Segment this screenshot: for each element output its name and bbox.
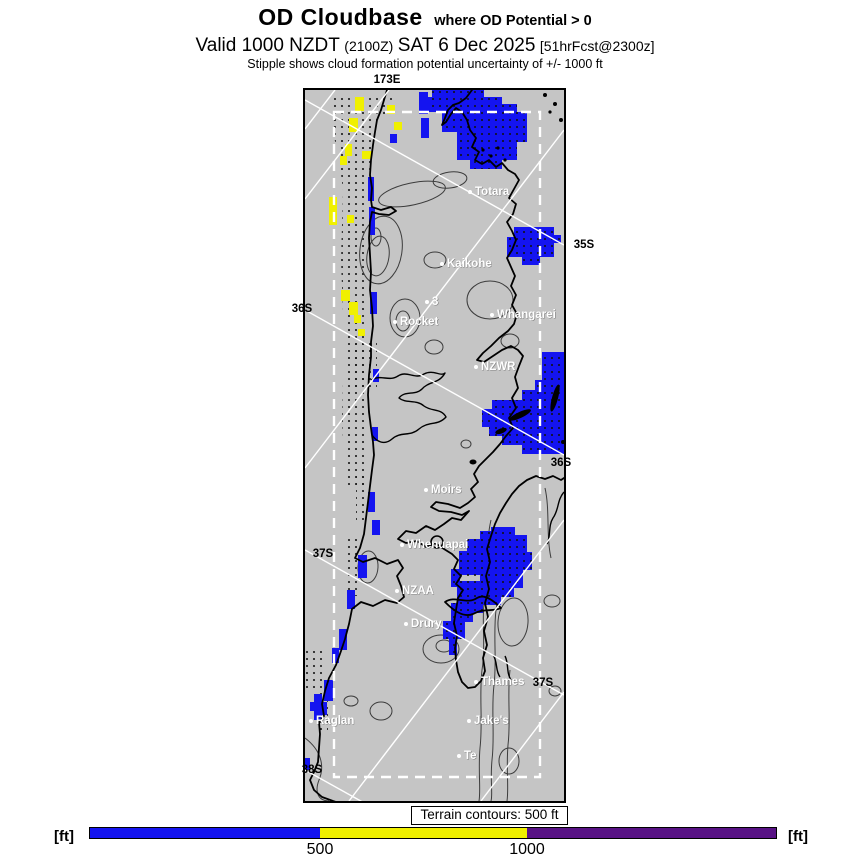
- terrain-note-box: Terrain contours: 500 ft: [411, 806, 568, 825]
- place-label: [457, 750, 477, 762]
- map-canvas: [305, 90, 564, 801]
- place-name: Totara: [475, 186, 510, 198]
- place-name: 3: [432, 296, 439, 308]
- place-name: NZAA: [402, 585, 434, 597]
- valid-line: [0, 35, 850, 57]
- grid-label: 38S: [301, 764, 323, 776]
- grid-label: 173E: [373, 74, 401, 86]
- place-dot: [474, 365, 478, 369]
- place-label: [490, 309, 556, 321]
- place-label: [393, 316, 438, 328]
- place-label: [440, 258, 492, 270]
- place-name: Raglan: [316, 715, 355, 727]
- stipple-note: Stipple shows cloud formation potential uncertainty of +/- 1000 ft: [247, 57, 603, 71]
- title-line: [0, 4, 850, 34]
- place-label: [309, 715, 354, 727]
- place-name: Jake's: [474, 715, 509, 727]
- place-dot: [457, 754, 461, 758]
- colorbar-tick-1000: 1000: [509, 841, 545, 858]
- place-name: Kaikohe: [447, 258, 492, 270]
- place-dot: [393, 320, 397, 324]
- page-title: OD Cloudbase: [258, 4, 423, 30]
- colorbar-segment-low: [90, 828, 320, 838]
- place-dot: [440, 262, 444, 266]
- colorbar-bar: [89, 827, 777, 839]
- valid-utc: (2100Z): [344, 38, 394, 54]
- place-dot: [468, 190, 472, 194]
- place-name: Whangarei: [497, 309, 556, 321]
- colorbar-unit-left: [ft]: [54, 828, 74, 845]
- place-name: Thames: [481, 676, 525, 688]
- forecast-lead: [51hrFcst@2300z]: [539, 38, 655, 54]
- grid-label: 37S: [532, 677, 554, 689]
- place-dot: [400, 543, 404, 547]
- grid-label: 36S: [550, 457, 572, 469]
- place-label: [404, 618, 442, 630]
- place-dot: [467, 719, 471, 723]
- place-dot: [395, 589, 399, 593]
- valid-date: SAT 6 Dec 2025: [397, 35, 536, 56]
- place-dot: [490, 313, 494, 317]
- place-label: [424, 484, 462, 496]
- place-name: NZWR: [481, 361, 516, 373]
- place-label: [474, 676, 524, 688]
- place-dot: [309, 719, 313, 723]
- valid-time: Valid 1000 NZDT: [195, 35, 340, 56]
- colorbar-segment-mid: [320, 828, 526, 838]
- map-frame: [303, 88, 566, 803]
- place-dot: [424, 488, 428, 492]
- colorbar-tick-500: 500: [306, 841, 334, 858]
- place-name: Rocket: [400, 316, 439, 328]
- place-label: [474, 361, 516, 373]
- place-label: [400, 539, 468, 551]
- colorbar-segment-high: [527, 828, 776, 838]
- grid-label: 35S: [573, 239, 595, 251]
- place-name: Drury: [411, 618, 442, 630]
- place-name: Whenuapai: [407, 539, 469, 551]
- grid-label: 36S: [291, 303, 313, 315]
- place-dot: [474, 680, 478, 684]
- place-label: [425, 296, 438, 308]
- header: [0, 4, 850, 72]
- place-label: [468, 186, 509, 198]
- place-label: [467, 715, 509, 727]
- colorbar: [0, 820, 850, 860]
- colorbar-unit-right: [ft]: [788, 828, 808, 845]
- place-label: [395, 585, 434, 597]
- place-name: Moirs: [431, 484, 462, 496]
- place-dot: [425, 300, 429, 304]
- grid-label: 37S: [312, 548, 334, 560]
- place-dot: [404, 622, 408, 626]
- title-qualifier: where OD Potential > 0: [434, 13, 592, 29]
- place-name: Te: [464, 750, 477, 762]
